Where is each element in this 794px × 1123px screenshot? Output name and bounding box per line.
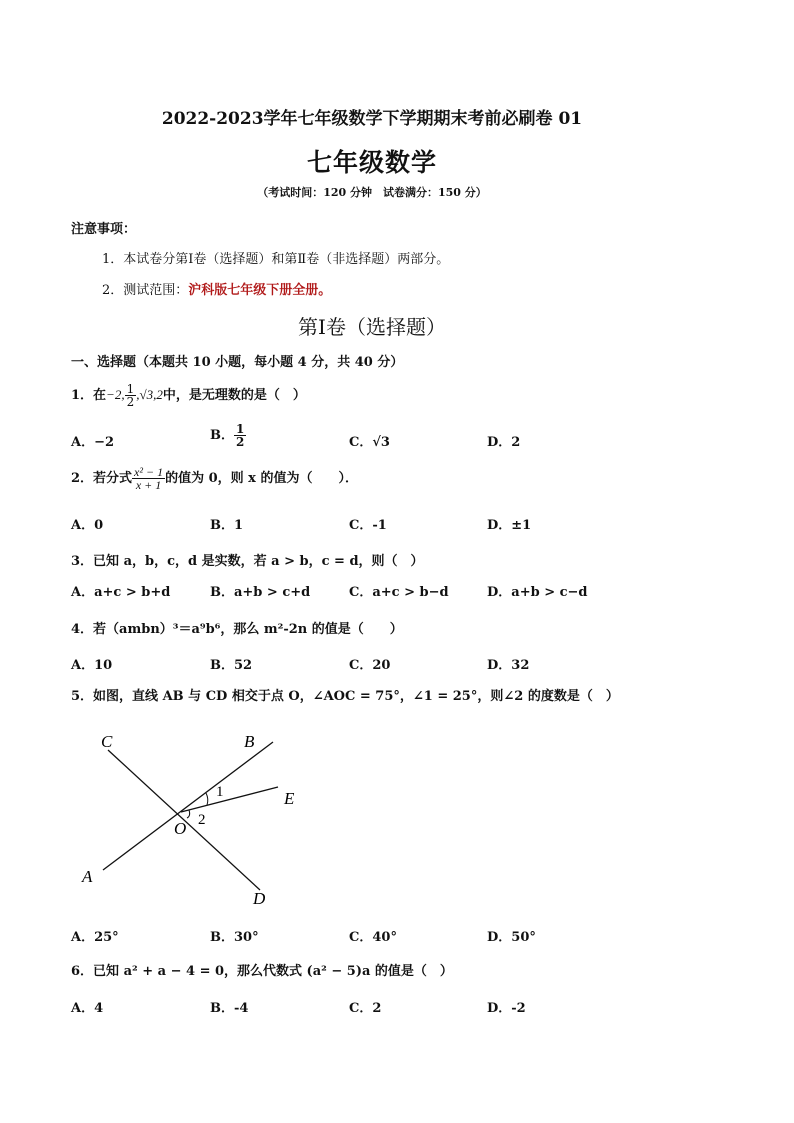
notes-item-2-label: 2．测试范围：	[102, 283, 189, 298]
q1-prefix: 1．在	[71, 388, 107, 403]
subject-title: 七年级数学	[306, 148, 437, 177]
ray-oe	[181, 787, 278, 812]
q1-frac-den: 2	[126, 395, 135, 409]
label-b: B	[244, 732, 255, 751]
q2-option-c[interactable]: C．-1	[349, 518, 387, 533]
q1-suffix: 中，是无理数的是（ ）	[162, 388, 306, 403]
q4-option-b[interactable]: B．52	[210, 658, 253, 673]
q2-prefix: 2．若分式	[71, 471, 133, 486]
section-instruction: 一、选择题（本题共 10 小题，每小题 4 分，共 40 分）	[71, 355, 404, 370]
q4-option-c[interactable]: C．20	[349, 658, 391, 673]
label-angle-1: 1	[216, 784, 224, 800]
line-ab	[103, 742, 273, 870]
q1-option-b[interactable]	[210, 423, 246, 448]
q3-option-d[interactable]: D．a+b > c−d	[487, 585, 588, 600]
notes-item-1: 1．本试卷分第Ⅰ卷（选择题）和第Ⅱ卷（非选择题）两部分。	[102, 252, 450, 267]
q6-option-d[interactable]: D．-2	[487, 1001, 526, 1016]
angle-1-arc	[206, 793, 208, 805]
angle-2-arc	[187, 810, 190, 818]
q1-option-b-fraction	[234, 423, 246, 448]
q4-option-d[interactable]: D．32	[487, 658, 530, 673]
q1-option-b-num: 1	[236, 422, 245, 436]
q1-option-b-den: 2	[236, 435, 245, 449]
q5-option-b[interactable]: B．30°	[210, 930, 259, 945]
label-a: A	[82, 867, 93, 886]
q1-frac-num: 1	[126, 382, 135, 396]
q3-option-a[interactable]: A．a+c > b+d	[71, 585, 171, 600]
q2-suffix: 的值为 0，则 x 的值为（ ）．	[165, 471, 358, 486]
question-4: 4．若（ambn）³＝a⁹b⁶，那么 m²-2n 的值是（ ）	[71, 622, 403, 637]
label-c: C	[101, 732, 113, 751]
exam-meta: （考试时间：120 分钟 试卷满分：150 分）	[257, 186, 487, 199]
q3-option-b[interactable]: B．a+b > c+d	[210, 585, 311, 600]
q1-option-c[interactable]: C．√3	[349, 435, 390, 450]
q1-rest: ,√3,2	[136, 387, 163, 402]
q1-option-b-label: B．	[210, 428, 234, 443]
label-d: D	[253, 889, 266, 908]
q2-option-d[interactable]: D．±1	[487, 518, 532, 533]
q2-option-b[interactable]: B．1	[210, 518, 244, 533]
question-5: 5．如图，直线 AB 与 CD 相交于点 O，∠AOC = 75°，∠1 = 25°，则∠2 的度数是（ ）	[71, 689, 619, 704]
q1-option-d[interactable]: D．2	[487, 435, 521, 450]
test-scope-highlight: 沪科版七年级下册全册。	[188, 283, 332, 298]
q1-option-a[interactable]: A．−2	[71, 435, 115, 450]
label-angle-2: 2	[198, 812, 206, 828]
label-e: E	[284, 789, 295, 808]
q1-fraction	[125, 383, 137, 408]
q4-option-a[interactable]: A．10	[71, 658, 113, 673]
q6-option-a[interactable]: A．4	[71, 1001, 104, 1016]
q3-option-c[interactable]: C．a+c > b−d	[349, 585, 449, 600]
q2-frac-num: x² − 1	[134, 465, 164, 479]
section-title: 第Ⅰ卷（选择题）	[298, 315, 446, 339]
q5-option-a[interactable]: A．25°	[71, 930, 119, 945]
label-o: O	[174, 819, 187, 838]
q5-figure	[70, 720, 350, 920]
q5-option-c[interactable]: C．40°	[349, 930, 397, 945]
q6-option-b[interactable]: B．-4	[210, 1001, 249, 1016]
q6-option-c[interactable]: C．2	[349, 1001, 382, 1016]
question-2	[71, 460, 358, 498]
q2-option-a[interactable]: A．0	[71, 518, 104, 533]
q5-option-d[interactable]: D．50°	[487, 930, 536, 945]
notes-item-2	[102, 279, 331, 298]
q2-frac-den: x + 1	[135, 478, 162, 492]
q2-fraction	[132, 466, 165, 491]
exam-title: 2022-2023学年七年级数学下学期期末考前必刷卷 01	[161, 109, 583, 129]
question-6: 6．已知 a² + a − 4 = 0，那么代数式 (a² − 5)a 的值是（ ）	[71, 964, 453, 979]
q1-number: −2,	[106, 387, 125, 402]
question-1	[71, 380, 306, 411]
question-3: 3．已知 a，b，c，d 是实数，若 a > b，c = d，则（ ）	[71, 554, 424, 569]
notes-heading: 注意事项：	[71, 222, 137, 237]
